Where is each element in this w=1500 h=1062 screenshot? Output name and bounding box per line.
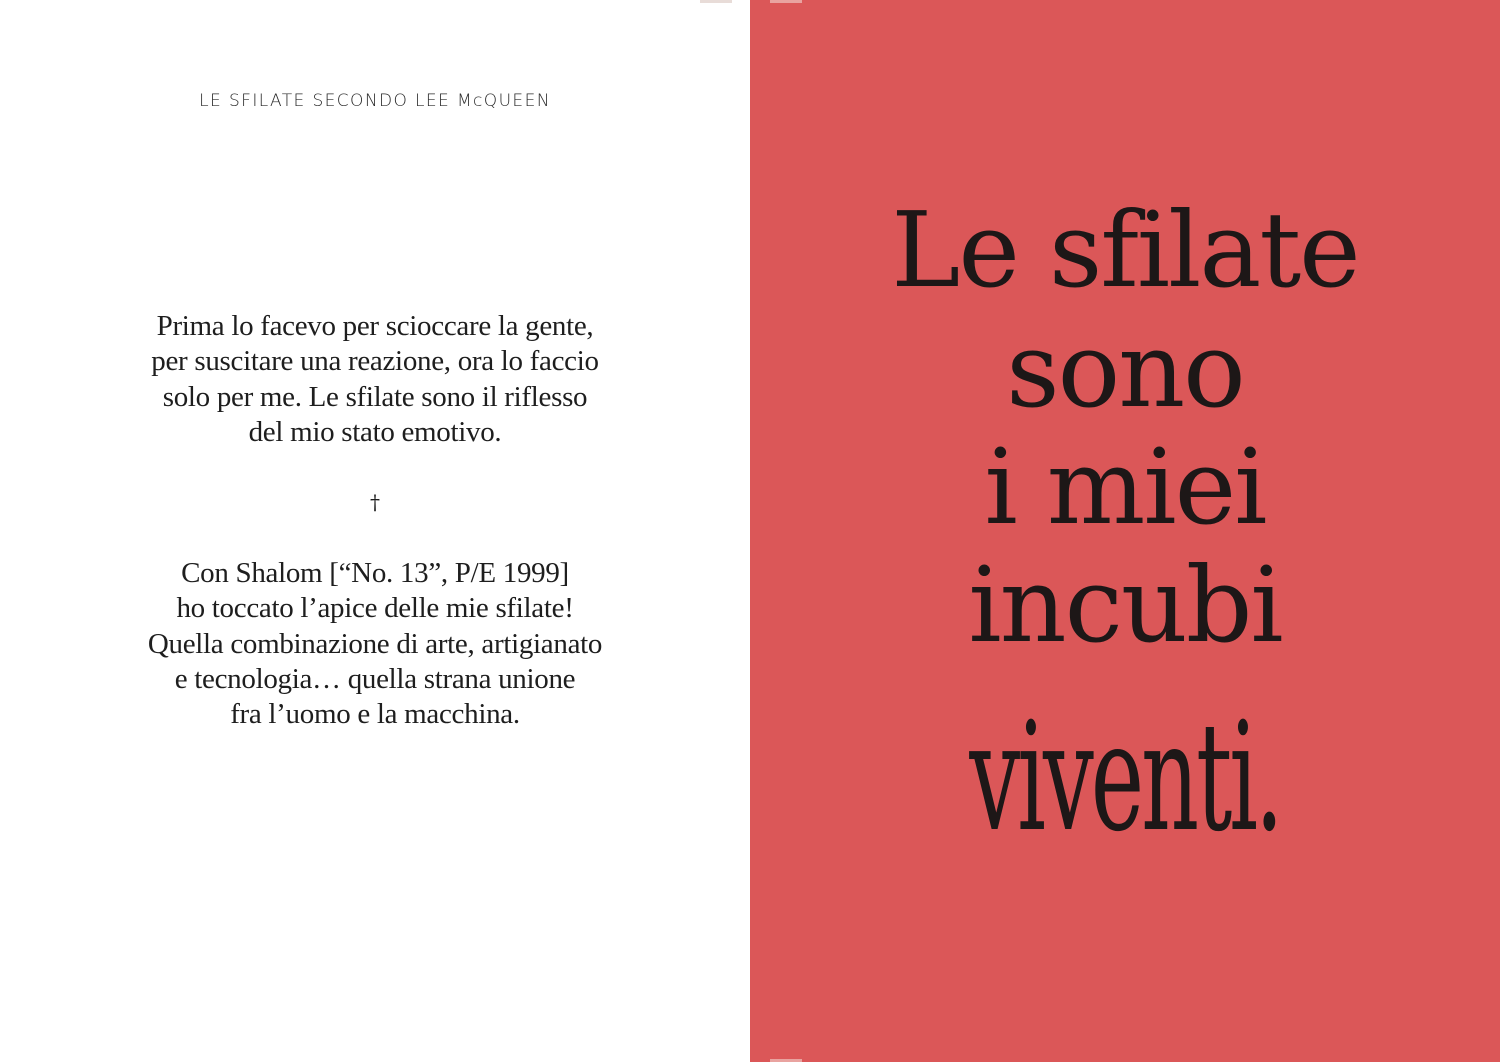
headline-line-1: Le sfilate [891,189,1359,311]
headline-line-2: sono [1006,309,1244,431]
quote-line: fra l’uomo e la macchina. [230,698,520,731]
quote-line: ho toccato l’apice delle mie sfilate! [176,592,574,625]
crop-mark [770,0,802,3]
headline-line-4: incubi [968,544,1282,666]
quote-line: Prima lo facevo per scioccare la gente, [156,310,594,342]
dagger-separator: † [370,490,380,514]
right-page [750,0,1500,1062]
quote-line: per suscitare una reazione, ora lo faccio [151,345,599,378]
headline-line-5: viventi. [969,691,1281,865]
quote-paragraph-1 [0,309,750,450]
quote-line: solo per me. Le sfilate sono il riflesso [162,380,588,413]
running-head: LE SFILATE SECONDO LEE McQUEEN [199,91,551,111]
quote-line: e tecnologia… quella strana unione [174,662,576,695]
quote-line: del mio stato emotivo. [248,415,502,448]
quote-line: Con Shalom [“No. 13”, P/E 1999] [181,557,569,589]
quote-line: Quella combinazione di arte, artigianato [147,627,603,660]
crop-mark [700,0,732,3]
quote-paragraph-2 [0,556,750,732]
headline-line-3: i miei [984,426,1266,548]
